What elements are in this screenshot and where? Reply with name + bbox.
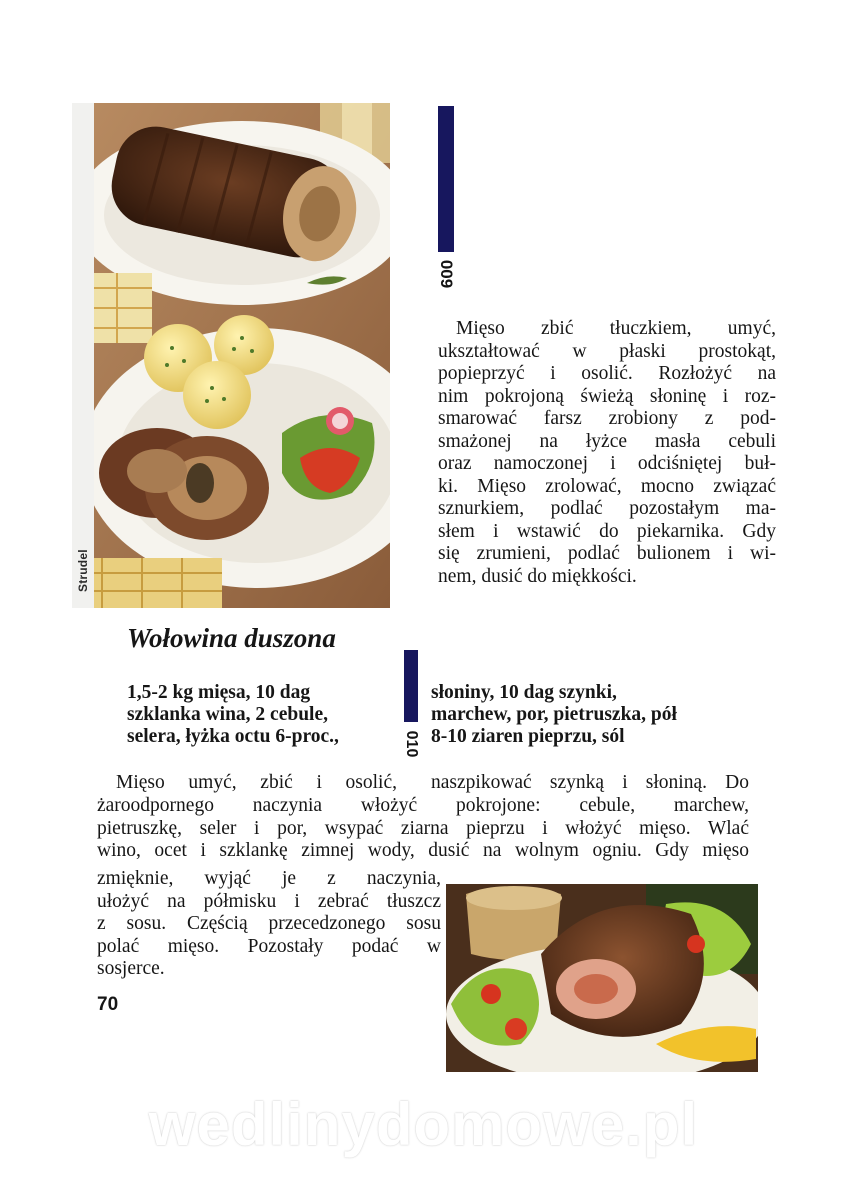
ingredient-line: marchew, por, pietruszka, pół (431, 704, 677, 725)
recipe-010-body-full (97, 795, 749, 863)
ingredient-line: słoniny, 10 dag szynki, (431, 682, 617, 703)
photo-credit: Strudel (76, 549, 90, 592)
recipe-marker-bar-010 (404, 650, 418, 722)
ingredients-left (127, 682, 339, 748)
text-line: Mięso umyć, zbić i osolić, (116, 772, 397, 793)
text-line: ukształtować w płaski prostokąt, (438, 340, 776, 362)
ingredients-right (431, 682, 677, 748)
text-line: ułożyć na półmisku i zebrać tłuszcz (97, 890, 441, 912)
text-line: naszpikować szynką i słoniną. Do (431, 772, 749, 793)
text-line: wino, ocet i szklankę zimnej wody, dusić na wolnym ogniu. Gdy mięso (97, 840, 749, 861)
page-number: 70 (97, 994, 119, 1015)
ingredient-line: selera, łyżka octu 6-proc., (127, 726, 339, 747)
recipe-010-first-line-right (431, 772, 749, 795)
text-line: żaroodpornego naczynia włożyć pokrojone: cebule, marchew, (97, 795, 749, 816)
text-line: smarować farsz zrobiony z pod- (438, 408, 776, 429)
photo-credit-strip (72, 103, 94, 608)
text-line: popieprzyć i osolić. Rozłożyć na (438, 363, 776, 384)
text-line: sosjerce. (97, 958, 165, 979)
recipe-code-010: 010 (403, 730, 420, 758)
text-line: polać mięso. Pozostały podać w (97, 935, 441, 957)
ingredient-line: 1,5-2 kg mięsa, 10 dag (127, 682, 311, 703)
text-line: smażonej na łyżce masła cebuli (438, 430, 776, 452)
text-line: pietruszkę, seler i por, wsypać ziarna pieprzu i włożyć mięso. Wlać (97, 817, 749, 839)
text-line: sznurkiem, podlać pozostałym ma- (438, 498, 776, 519)
text-line: ki. Mięso zrolować, mocno związać (438, 475, 776, 497)
top-food-photo (72, 103, 390, 608)
recipe-010-body-narrow (97, 868, 441, 981)
text-line: się zrumieni, podlać bulionem i wi- (438, 543, 776, 564)
text-line: nem, dusić do miękkości. (438, 565, 637, 587)
text-line: słem i wstawić do piekarnika. Gdy (438, 520, 776, 542)
recipe-010-first-line-left (97, 772, 397, 795)
text-line: oraz namoczonej i odciśniętej buł- (438, 453, 776, 474)
site-watermark: wedlinydomowe.pl (148, 1091, 699, 1158)
ingredient-line: 8-10 ziaren pieprzu, sól (431, 726, 625, 747)
text-line: nim pokrojoną świeżą słoninę i roz- (438, 385, 776, 407)
recipe-009-text (438, 318, 776, 588)
bottom-food-photo (446, 884, 758, 1072)
recipe-title: Wołowina duszona (127, 623, 336, 653)
text-line: zmięknie, wyjąć je z naczynia, (97, 868, 441, 889)
text-line: z sosu. Częścią przecedzonego sosu (97, 913, 441, 934)
recipe-marker-bar-009 (438, 106, 454, 252)
recipe-code-009: 009 (437, 259, 456, 289)
ingredient-line: szklanka wina, 2 cebule, (127, 704, 328, 725)
text-line: Mięso zbić tłuczkiem, umyć, (456, 318, 776, 339)
